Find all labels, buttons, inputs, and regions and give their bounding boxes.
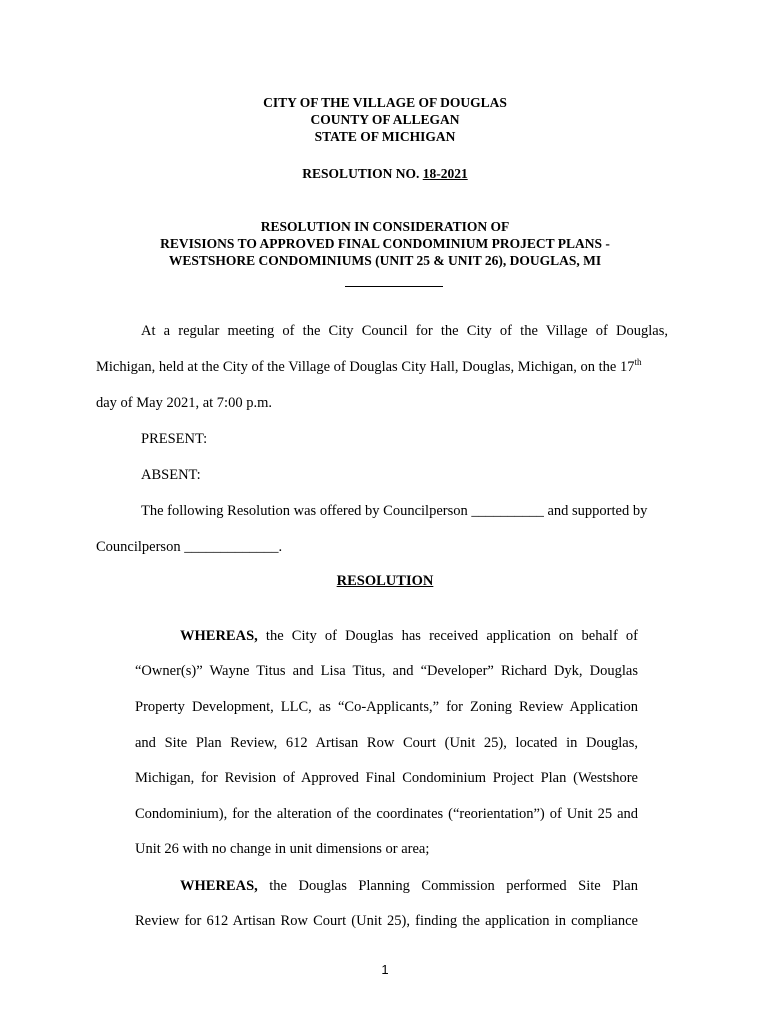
whereas2-line-1-text: the Douglas Planning Commission performed Site Plan bbox=[257, 878, 638, 894]
intro-line-2-text: Michigan, held at the City of the Village of Douglas City Hall, Douglas, Michigan, on the 17 bbox=[96, 359, 635, 375]
header-state: STATE OF MICHIGAN bbox=[314, 129, 456, 144]
resolution-number-value: 18-2021 bbox=[422, 166, 468, 181]
header-city: CITY OF THE VILLAGE OF DOUGLAS bbox=[263, 95, 507, 110]
whereas1-line-6: Condominium), for the alteration of the coordinates (“reorientation”) of Unit 25 and bbox=[135, 806, 638, 822]
offered-line-2: Councilperson _____________. bbox=[96, 539, 283, 555]
title-rule bbox=[345, 286, 443, 287]
intro-ordinal-suffix: th bbox=[634, 357, 642, 368]
whereas1-line-3: Property Development, LLC, as “Co-Applicants,” for Zoning Review Application bbox=[135, 699, 638, 715]
whereas2-keyword: WHEREAS, bbox=[180, 878, 258, 894]
whereas1-line-4: and Site Plan Review, 612 Artisan Row Court (Unit 25), located in Douglas, bbox=[135, 735, 638, 751]
resolution-number-label: RESOLUTION NO. bbox=[302, 166, 423, 181]
title-line-2: REVISIONS TO APPROVED FINAL CONDOMINIUM PROJECT PLANS - bbox=[160, 236, 610, 251]
title-line-3: WESTSHORE CONDOMINIUMS (UNIT 25 & UNIT 26), DOUGLAS, MI bbox=[168, 253, 602, 268]
whereas1-line-1 bbox=[180, 627, 638, 645]
whereas2-line-2: Review for 612 Artisan Row Court (Unit 25), finding the application in compliance bbox=[135, 913, 638, 929]
whereas1-line-5: Michigan, for Revision of Approved Final Condominium Project Plan (Westshore bbox=[135, 770, 638, 786]
intro-line-1: At a regular meeting of the City Council for the City of the Village of Douglas, bbox=[141, 323, 668, 339]
whereas1-keyword: WHEREAS, bbox=[180, 628, 258, 644]
resolution-heading: RESOLUTION bbox=[336, 573, 434, 589]
intro-line-2 bbox=[96, 358, 642, 376]
resolution-number bbox=[0, 165, 770, 182]
whereas1-line-1-text: the City of Douglas has received application on behalf of bbox=[257, 628, 638, 644]
header-county: COUNTY OF ALLEGAN bbox=[310, 112, 460, 127]
intro-line-3: day of May 2021, at 7:00 p.m. bbox=[96, 395, 272, 411]
present-label: PRESENT: bbox=[141, 431, 208, 447]
offered-line-1: The following Resolution was offered by Councilperson __________ and supported by bbox=[141, 503, 648, 519]
whereas1-line-7: Unit 26 with no change in unit dimensions or area; bbox=[135, 841, 430, 857]
page-number: 1 bbox=[381, 962, 389, 977]
title-line-1: RESOLUTION IN CONSIDERATION OF bbox=[260, 219, 510, 234]
whereas2-line-1 bbox=[180, 877, 638, 895]
absent-label: ABSENT: bbox=[141, 467, 201, 483]
whereas1-line-2: “Owner(s)” Wayne Titus and Lisa Titus, and “Developer” Richard Dyk, Douglas bbox=[135, 663, 638, 679]
